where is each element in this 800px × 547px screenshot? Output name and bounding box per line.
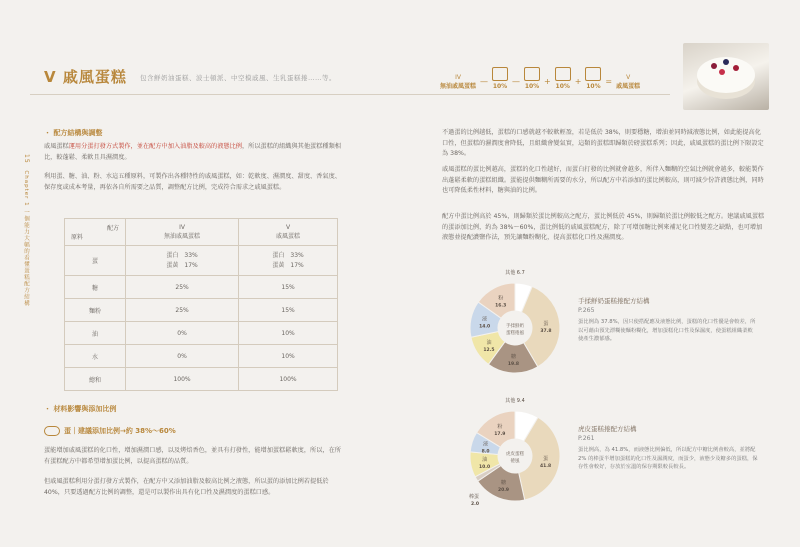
- chapter-title: 一個能力大幅的看懂蛋糕配方結構: [23, 209, 29, 307]
- center-label: 捲風: [510, 459, 520, 464]
- egg-ratio-text: 蛋｜建議添加比例→約 38%～60%: [64, 427, 176, 435]
- cell-value: 蛋白 33% 蛋黃 17%: [126, 246, 239, 276]
- formula-right: [616, 74, 640, 90]
- table-row: [65, 276, 338, 299]
- cell-value: 15%: [239, 276, 338, 299]
- pie1-page: P.265: [578, 307, 595, 314]
- ingredient-name: 麵粉: [65, 299, 126, 322]
- slice-value: 8.0: [481, 449, 490, 455]
- right-paragraph-2: 戚風蛋糕的蛋比例越高，蛋糕的化口性越好，而蛋白打發的比例就會越多，所伴入麵糊的空氣比例就會越多，較能製作出蓬鬆柔軟的蛋糕組織。蛋能提供麵糊所需要的水分，所以配方中若添加的蛋比例較高，則可減少份許液態比例，同時也可降低柔性材料，糖與油的比例。: [442, 166, 764, 194]
- berry: [723, 59, 729, 65]
- col-roman: V: [286, 224, 291, 231]
- slice-label: 蛋: [543, 455, 549, 462]
- cell-value: 0%: [126, 322, 239, 345]
- slice-value: 17.9: [494, 431, 506, 437]
- formula-pct: 10%: [555, 83, 570, 90]
- pie-chart-roll: [455, 266, 575, 382]
- slice-value: 14.0: [479, 324, 491, 330]
- minus-sign: —: [512, 77, 521, 86]
- structure-paragraph-1: [44, 142, 344, 163]
- formula-pct: 10%: [524, 83, 540, 90]
- table-row: [65, 246, 338, 276]
- slice-label: 蛋: [543, 320, 549, 327]
- table-header-row: [65, 219, 338, 246]
- cell-value: 25%: [126, 299, 239, 322]
- berry: [733, 65, 739, 71]
- materials-paragraph-1: 蛋能增加戚風蛋糕的化口性，增加濕潤口感，以及烤焙香色，並具有打發性，能增加蛋糕鬆軟度，所以，在所有蛋糕配方中都希望增加蛋比例，以提高蛋糕的品質。: [44, 447, 341, 465]
- equals-sign: =: [605, 77, 613, 86]
- slice-label: 粉: [498, 295, 504, 302]
- section-title-text: 配方結構與調整: [53, 129, 103, 137]
- slice-label: 糖: [500, 479, 507, 486]
- formula-right-roman: V: [626, 74, 631, 81]
- slice-label: 油: [486, 339, 492, 346]
- ingredient-name: 油: [65, 322, 126, 345]
- berry: [711, 63, 717, 69]
- pie1-title: 手揉鮮奶蛋糕捲配方結構: [578, 297, 650, 305]
- formula-sugar: [492, 67, 508, 90]
- table-corner: [65, 219, 126, 246]
- slice-value: 16.3: [495, 303, 507, 309]
- pie2-page: P.261: [578, 435, 595, 442]
- formula-flour: [524, 67, 540, 90]
- formula-left-label: 無油戚風蛋糕: [440, 83, 477, 90]
- para-text: 戚風蛋糕: [44, 143, 69, 150]
- para-text: ，所以蛋糕的組織與其他蛋糕種類相比，較蓬鬆、柔軟且具濕潤度。: [44, 143, 341, 161]
- pie-chart-tiger: [455, 394, 575, 510]
- highlight-text: 運用分蛋打發方式製作，並在配方中加入油脂及較高的液態比例: [68, 143, 242, 150]
- slice-label: 液: [482, 316, 488, 323]
- structure-paragraph-2: 利用蛋、糖、油、粉、水這五種原料，可製作出各種特性的戚風蛋糕，如：乾軟度、濕潤度、甜度、香氣度、保存度或成本考量，再依各自所需要之品質，調整配方比例，完成符合需求之戚風蛋糕。: [44, 173, 341, 191]
- center-label: 虎皮蛋糕: [506, 452, 524, 457]
- emulsifier-value: 2.0: [471, 502, 479, 507]
- col-label: 戚風蛋糕: [276, 233, 301, 240]
- pie2-description: 蛋比例高，為 41.8%，而液態比例偏低，所以配方中糖比例會較高，並將配 2% 的棒蛋半增加蛋糕的化口性及濕潤度，而蛋少，液態少及糖多的蛋糕，保存性會較好，存放於室溫的保存期限較長較長。: [578, 447, 758, 470]
- center-label: 蛋糕捲風: [506, 331, 524, 336]
- formula-left-roman: IV: [455, 74, 461, 81]
- other-label: 其他 6.7: [505, 270, 525, 276]
- recipe-table: [64, 218, 338, 391]
- table-row: [65, 299, 338, 322]
- formula-pct: 10%: [492, 83, 508, 90]
- column-header-iv: [126, 219, 239, 246]
- slice-value: 20.9: [497, 487, 510, 493]
- right-paragraph-1: 不過蛋的比例越低，蛋糕的口感就越不較軟輕盈，若是低於 38%，則要穩糖，增油並同時減液態比例，如此能提高化口性，但蛋糕的濕潤度會降低，且組織會變氣實，這類的蛋糕即歸類於磅蛋糕系列；因此，戚風蛋糕的蛋比例下限設定為 38%。: [442, 129, 764, 157]
- pie2-title: 虎皮蛋糕捲配方結構: [578, 425, 637, 433]
- chiffon-cake-photo: [683, 43, 769, 110]
- slice-label: 糖: [510, 353, 516, 360]
- flour-icon: [524, 67, 540, 81]
- slice-value: 41.8: [540, 463, 552, 469]
- formula-water: [585, 67, 601, 90]
- col-roman: IV: [179, 224, 185, 231]
- ingredient-name: 蛋: [65, 246, 126, 276]
- cell-value: 100%: [126, 368, 239, 391]
- page-subtitle: 包含鮮奶油蛋糕、波士頓派、中空模戚風、生乳蛋糕捲……等。: [140, 74, 336, 82]
- cell-value: 100%: [239, 368, 338, 391]
- ingredient-name: 水: [65, 345, 126, 368]
- ingredient-name: 總和: [65, 368, 126, 391]
- egg-ratio-heading: [44, 426, 176, 436]
- col-label: 無油戚風蛋糕: [164, 233, 201, 240]
- cell-value: 蛋白 33% 蛋黃 17%: [239, 246, 338, 276]
- formula-pct: 10%: [586, 83, 601, 90]
- cell-value: 25%: [126, 276, 239, 299]
- slice-label: 油: [482, 456, 488, 463]
- water-icon: [585, 67, 601, 81]
- formula-right-label: 戚風蛋糕: [616, 83, 641, 90]
- minus-sign: —: [480, 77, 489, 86]
- page-number: 15: [23, 154, 30, 164]
- materials-paragraph-2: 但戚風蛋糕利用分蛋打發方式製作，在配方中又添加油脂及較高比例之液態，所以蛋的添加比例若提低於 40%，只要透過配方比例的調整，還是可以製作出具有化口性及濕潤度的蛋糕口感。: [44, 478, 329, 496]
- formula-left: [440, 74, 476, 90]
- section-title-structure: ・ 配方結構與調整: [44, 129, 103, 137]
- vertical-sidebar: [22, 154, 30, 307]
- formula-diagram: [440, 58, 640, 90]
- formula-oil: [555, 67, 571, 90]
- section-title-text: 材料影響與添加比例: [53, 405, 117, 413]
- header-divider: [30, 94, 670, 95]
- other-label: 其他 9.4: [505, 398, 525, 404]
- egg-icon: [44, 426, 60, 436]
- oil-icon: [555, 67, 571, 81]
- plus-sign: +: [574, 77, 582, 86]
- chapter-label: Chapter 1: [23, 170, 29, 207]
- slice-label: 粉: [497, 423, 503, 430]
- ingredient-name: 糖: [65, 276, 126, 299]
- cell-value: 15%: [239, 299, 338, 322]
- berry: [719, 69, 725, 75]
- sugar-icon: [492, 67, 508, 81]
- table-row: [65, 322, 338, 345]
- right-paragraph-3: 配方中蛋比例高於 45%，則歸類於蛋比例較高之配方，蛋比例低於 45%，則歸類於蛋比例較低之配方。建議戚風蛋糕的蛋添加比例，約為 38%～60%，蛋比例低的戚風蛋糕配方，除了可增加糖比例來補足化口性變差之缺點，也可增加液態並提配濃鹽作法，預先讓麵粉糊化，提高蛋糕化口性及濕潤度。: [442, 213, 765, 241]
- slice-value: 19.8: [507, 361, 520, 367]
- page-title: V 戚風蛋糕: [44, 68, 127, 86]
- column-header-v: [239, 219, 338, 246]
- cell-value: 10%: [239, 345, 338, 368]
- corner-top: 配方: [106, 225, 119, 232]
- center-label: 手揉鮮奶: [506, 324, 524, 329]
- cell-value: 10%: [239, 322, 338, 345]
- section-title-materials: ・ 材料影響與添加比例: [44, 405, 117, 413]
- table-row: [65, 345, 338, 368]
- slice-label: 液: [483, 441, 489, 448]
- slice-value: 10.0: [479, 464, 491, 470]
- pie1-description: 蛋比例為 37.8%，因只使搭配應及液態比例，蛋糕的化口性優是會較差，所以可藉由預先漂糊使麵粉糊化，增加蛋糕化口性及保濕度，使蛋糕組織柔軟使產生濃郁感。: [578, 319, 756, 342]
- emulsifier-label: 棒蛋: [469, 494, 480, 500]
- table-row: [65, 368, 338, 391]
- cell-value: 0%: [126, 345, 239, 368]
- slice-value: 12.5: [483, 347, 495, 353]
- plus-sign: +: [544, 77, 551, 86]
- corner-bottom: 原料: [71, 234, 84, 241]
- slice-value: 37.8: [540, 328, 552, 334]
